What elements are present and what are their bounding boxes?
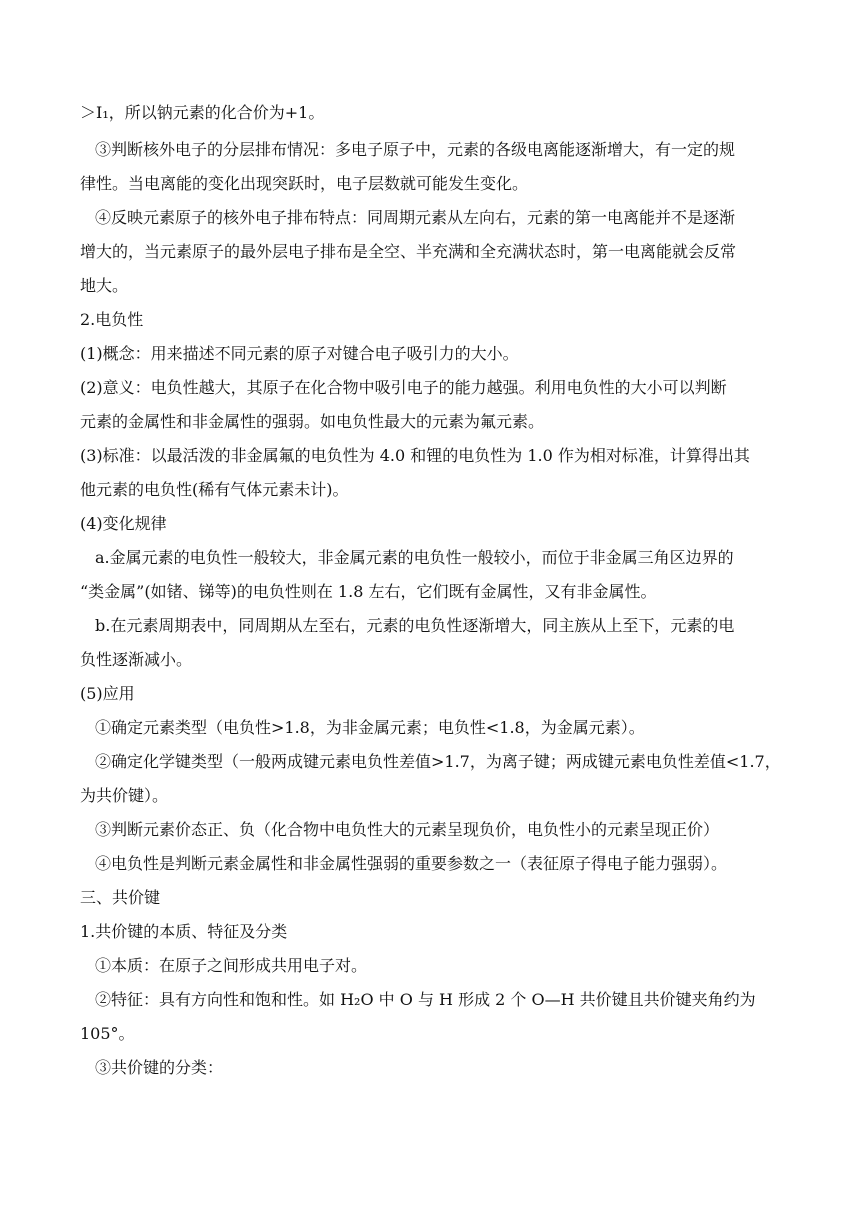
section-heading: 三、共价键 [80,888,161,907]
text-line: 增大的，当元素原子的最外层电子排布是全空、半充满和全充满状态时，第一电离能就会反常 [80,242,737,261]
text-line: 负性逐渐减小。 [80,650,193,669]
text-line: ④反映元素原子的核外电子排布特点：同周期元素从左向右，元素的第一电离能并不是逐渐 [95,208,736,227]
text-line: 他元素的电负性(稀有气体元素未计)。 [80,480,349,499]
text-line: 105°。 [80,1024,135,1043]
section-heading: 1.共价键的本质、特征及分类 [80,922,288,941]
text-line: (5)应用 [80,684,135,703]
text-line: 为共价键）。 [80,786,169,805]
text-line: (3)标准：以最活泼的非金属氟的电负性为 4.0 和锂的电负性为 1.0 作为相对标准，计算得出其 [80,446,750,465]
text-line: 律性。当电离能的变化出现突跃时，电子层数就可能发生变化。 [80,174,529,193]
text-line: b.在元素周期表中，同周期从左至右，元素的电负性逐渐增大，同主族从上至下，元素的电 [95,616,735,635]
text-line: a.金属元素的电负性一般较大，非金属元素的电负性一般较小，而位于非金属三角区边界的 [95,548,734,567]
text-line: (1)概念：用来描述不同元素的原子对键合电子吸引力的大小。 [80,344,519,363]
text-line: ①确定元素类型（电负性>1.8，为非金属元素；电负性<1.8，为金属元素）。 [95,718,645,737]
text-line: (2)意义：电负性越大，其原子在化合物中吸引电子的能力越强。利用电负性的大小可以判断 [80,378,727,397]
text-line: 地大。 [80,276,129,295]
text-line: (4)变化规律 [80,514,167,533]
text-line: ③判断核外电子的分层排布情况：多电子原子中，元素的各级电离能逐渐增大，有一定的规 [95,140,736,159]
section-heading: 2.电负性 [80,310,144,329]
text-line: ＞I₁，所以钠元素的化合价为+1。 [80,103,325,122]
text-line: ③共价键的分类： [95,1058,224,1077]
text-line: ④电负性是判断元素金属性和非金属性强弱的重要参数之一（表征原子得电子能力强弱）。 [95,854,728,873]
text-line: ②特征：具有方向性和饱和性。如 H₂O 中 O 与 H 形成 2 个 O—H 共价键且共价键夹角约为 [95,990,756,1009]
text-line: ③判断元素价态正、负（化合物中电负性大的元素呈现负价，电负性小的元素呈现正价） [95,820,720,839]
text-line: ①本质：在原子之间形成共用电子对。 [95,956,368,975]
text-line: 元素的金属性和非金属性的强弱。如电负性最大的元素为氟元素。 [80,412,545,431]
text-line: ②确定化学键类型（一般两成键元素电负性差值>1.7，为离子键；两成键元素电负性差值<1.7， [95,752,781,771]
text-line: “类金属”(如锗、锑等)的电负性则在 1.8 左右，它们既有金属性，又有非金属性。 [80,582,657,601]
